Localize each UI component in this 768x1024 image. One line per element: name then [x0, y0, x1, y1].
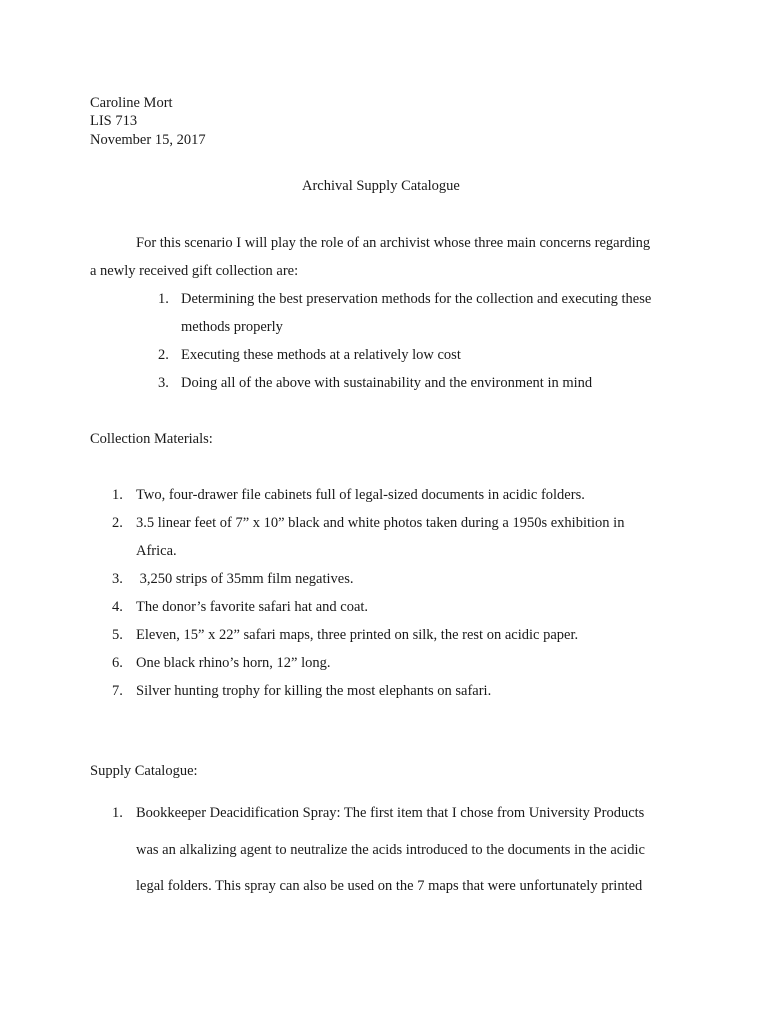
collection-heading: Collection Materials: [90, 431, 213, 447]
list-item-number: 5. [112, 627, 123, 643]
document-date: November 15, 2017 [90, 132, 206, 148]
list-item-text: Two, four-drawer file cabinets full of legal-sized documents in acidic folders. [136, 487, 585, 503]
list-item-number: 4. [112, 599, 123, 615]
list-item-number: 1. [112, 487, 123, 503]
list-item-text: Executing these methods at a relatively low cost [181, 347, 461, 363]
list-item-number: 3. [158, 375, 169, 391]
course-code: LIS 713 [90, 113, 138, 129]
list-item-text: Doing all of the above with sustainability and the environment in mind [181, 375, 593, 391]
list-item-text: Determining the best preservation methods for the collection and executing these [181, 291, 652, 307]
list-item-text: 3.5 linear feet of 7” x 10” black and white photos taken during a 1950s exhibition in [136, 515, 625, 531]
list-item-text: methods properly [181, 319, 283, 335]
list-item-number: 7. [112, 683, 123, 699]
supply-heading: Supply Catalogue: [90, 763, 198, 779]
author-name: Caroline Mort [90, 95, 173, 111]
list-item-text: Bookkeeper Deacidification Spray: The first item that I chose from University Products [136, 805, 645, 821]
list-item-number: 6. [112, 655, 123, 671]
list-item-number: 1. [112, 805, 123, 821]
list-item-text: 3,250 strips of 35mm film negatives. [136, 571, 354, 587]
list-item-number: 2. [158, 347, 169, 363]
list-item-text: One black rhino’s horn, 12” long. [136, 655, 331, 671]
list-item-number: 3. [112, 571, 123, 587]
list-item-text: The donor’s favorite safari hat and coat. [136, 599, 369, 615]
list-item-text: Silver hunting trophy for killing the most elephants on safari. [136, 683, 492, 699]
list-item-number: 1. [158, 291, 169, 307]
intro-paragraph-line-2: a newly received gift collection are: [90, 263, 299, 279]
intro-paragraph-line-1: For this scenario I will play the role of an archivist whose three main concerns regarding [136, 235, 651, 251]
document-title: Archival Supply Catalogue [302, 178, 460, 194]
list-item-text: was an alkalizing agent to neutralize the acids introduced to the documents in the acidic [136, 842, 645, 858]
list-item-text: Africa. [136, 543, 177, 559]
list-item-number: 2. [112, 515, 123, 531]
list-item-text: Eleven, 15” x 22” safari maps, three printed on silk, the rest on acidic paper. [136, 627, 579, 643]
list-item-text: legal folders. This spray can also be used on the 7 maps that were unfortunately printed [136, 878, 643, 894]
